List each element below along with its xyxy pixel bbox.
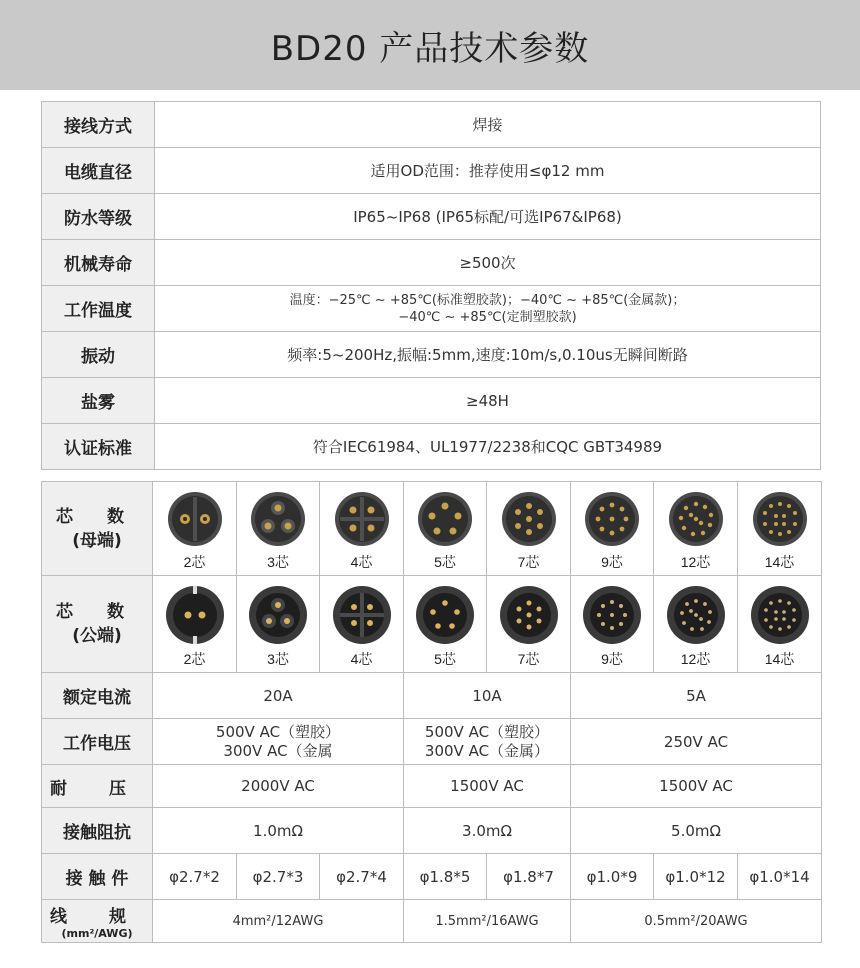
pin-count: 9芯 [601, 554, 623, 570]
title-banner [0, 0, 860, 90]
voltage-value [153, 719, 404, 765]
male-2-cell [153, 576, 237, 673]
contact-value: φ1.0*9 [571, 854, 654, 900]
spec-label: 接线方式 [42, 102, 155, 148]
female-row [42, 482, 822, 576]
pin-count: 4芯 [350, 554, 373, 570]
voltage-label: 工作电压 [42, 719, 153, 765]
male-3-cell [237, 576, 320, 673]
male-3pin-connector-icon [247, 584, 309, 646]
spec-label: 机械寿命 [42, 240, 155, 286]
pin-count: 7芯 [517, 554, 540, 570]
voltage-line: 500V AC（塑胶） [424, 722, 550, 741]
voltage-line: 300V AC（金属） [424, 741, 550, 760]
male-4pin-connector-icon [331, 584, 393, 646]
contact-value: φ2.7*2 [153, 854, 237, 900]
male-5-cell [404, 576, 487, 673]
female-7pin-connector-icon [499, 489, 559, 549]
male-14pin-connector-icon [749, 584, 811, 646]
pin-count: 9芯 [601, 650, 623, 667]
female-9-cell [571, 482, 654, 576]
female-label [42, 482, 153, 576]
spec-value: ≥500次 [155, 240, 821, 286]
female-4pin-connector-icon [332, 489, 392, 549]
contact-value: φ1.8*5 [404, 854, 487, 900]
table-row [42, 102, 821, 148]
male-4-cell [320, 576, 404, 673]
spec-value [155, 286, 821, 332]
male-label-line1: 芯 数 [56, 602, 138, 622]
wire-row [42, 900, 822, 943]
spec-value: IP65~IP68 (IP65标配/可选IP67&IP68) [155, 194, 821, 240]
spec-label: 盐雾 [42, 378, 155, 424]
spec-value: 频率:5~200Hz,振幅:5mm,速度:10m/s,0.10us无瞬间断路 [155, 332, 821, 378]
temp-line-1: 温度：−25℃ ~ +85℃(标准塑胶款)；−40℃ ~ +85℃(金属款)； [289, 292, 686, 308]
wire-value: 4mm²/12AWG [153, 900, 404, 943]
wire-value: 0.5mm²/20AWG [571, 900, 822, 943]
withstand-value: 1500V AC [571, 765, 822, 808]
male-label-line2: (公端) [72, 626, 122, 646]
current-value: 10A [404, 673, 571, 719]
female-2-cell [153, 482, 237, 576]
pin-count: 7芯 [517, 650, 540, 667]
male-7pin-connector-icon [498, 584, 560, 646]
spec-value: 适用OD范围：推荐使用≤φ12 mm [155, 148, 821, 194]
pin-count: 3芯 [267, 554, 289, 570]
pin-count: 3芯 [267, 650, 289, 667]
pin-count: 2芯 [183, 650, 206, 667]
withstand-label [42, 765, 153, 808]
female-3pin-connector-icon [248, 489, 308, 549]
pin-count: 5芯 [434, 650, 456, 667]
resistance-row [42, 808, 822, 854]
pin-count: 2芯 [183, 554, 206, 570]
female-7-cell [487, 482, 571, 576]
male-row [42, 576, 822, 673]
female-12pin-connector-icon [666, 489, 726, 549]
female-label-line1: 芯 数 [56, 506, 138, 527]
spec-label: 振动 [42, 332, 155, 378]
female-14pin-connector-icon [750, 489, 810, 549]
female-5pin-connector-icon [415, 489, 475, 549]
wire-label-text: 线 规 [50, 907, 144, 927]
temp-line-2: −40℃ ~ +85℃(定制塑胶款) [398, 309, 577, 325]
resistance-value: 3.0mΩ [404, 808, 571, 854]
contact-value: φ2.7*4 [320, 854, 404, 900]
withstand-value: 2000V AC [153, 765, 404, 808]
spec-label: 防水等级 [42, 194, 155, 240]
spec-table [41, 101, 821, 470]
pin-count: 5芯 [434, 554, 456, 570]
rated-current-label: 额定电流 [42, 673, 153, 719]
male-14-cell [738, 576, 822, 673]
female-9pin-connector-icon [582, 489, 642, 549]
contacts-row [42, 854, 822, 900]
female-label-line2: (母端) [72, 530, 122, 551]
table-row [42, 424, 821, 470]
male-2pin-connector-icon [164, 584, 226, 646]
wire-label [42, 900, 153, 943]
table-row [42, 378, 821, 424]
pin-count: 12芯 [680, 650, 711, 667]
current-value: 20A [153, 673, 404, 719]
table-row [42, 332, 821, 378]
female-5-cell [404, 482, 487, 576]
pin-count: 14芯 [764, 650, 795, 667]
contact-value: φ1.0*14 [738, 854, 822, 900]
table-row [42, 286, 821, 332]
table-row [42, 194, 821, 240]
resistance-value: 5.0mΩ [571, 808, 822, 854]
current-value: 5A [571, 673, 822, 719]
spec-label: 认证标准 [42, 424, 155, 470]
pin-table [41, 481, 822, 943]
pin-count: 4芯 [350, 650, 373, 667]
contact-value: φ1.0*12 [654, 854, 738, 900]
voltage-line: 500V AC（塑胶） [215, 722, 341, 741]
contacts-label: 接 触 件 [42, 854, 153, 900]
withstand-row [42, 765, 822, 808]
pin-count: 14芯 [764, 554, 795, 570]
resistance-label: 接触阻抗 [42, 808, 153, 854]
spec-value: 符合IEC61984、UL1977/2238和CQC GBT34989 [155, 424, 821, 470]
male-9pin-connector-icon [581, 584, 643, 646]
female-4-cell [320, 482, 404, 576]
spec-value: ≥48H [155, 378, 821, 424]
voltage-line: 300V AC（金属 [223, 741, 333, 760]
male-7-cell [487, 576, 571, 673]
male-5pin-connector-icon [414, 584, 476, 646]
male-12pin-connector-icon [665, 584, 727, 646]
withstand-label-text: 耐 压 [50, 778, 144, 799]
female-2pin-connector-icon [165, 489, 225, 549]
male-9-cell [571, 576, 654, 673]
female-3-cell [237, 482, 320, 576]
spec-label: 工作温度 [42, 286, 155, 332]
rated-current-row [42, 673, 822, 719]
wire-value: 1.5mm²/16AWG [404, 900, 571, 943]
voltage-value [404, 719, 571, 765]
contact-value: φ2.7*3 [237, 854, 320, 900]
page-title: BD20 产品技术参数 [270, 28, 590, 69]
spec-value: 焊接 [155, 102, 821, 148]
spec-label: 电缆直径 [42, 148, 155, 194]
table-row [42, 148, 821, 194]
withstand-value: 1500V AC [404, 765, 571, 808]
wire-label-sub: (mm²/AWG) [61, 927, 133, 940]
table-row [42, 240, 821, 286]
male-12-cell [654, 576, 738, 673]
resistance-value: 1.0mΩ [153, 808, 404, 854]
voltage-row [42, 719, 822, 765]
male-label [42, 576, 153, 673]
pin-count: 12芯 [680, 554, 711, 570]
female-14-cell [738, 482, 822, 576]
voltage-value: 250V AC [571, 719, 822, 765]
contact-value: φ1.8*7 [487, 854, 571, 900]
female-12-cell [654, 482, 738, 576]
